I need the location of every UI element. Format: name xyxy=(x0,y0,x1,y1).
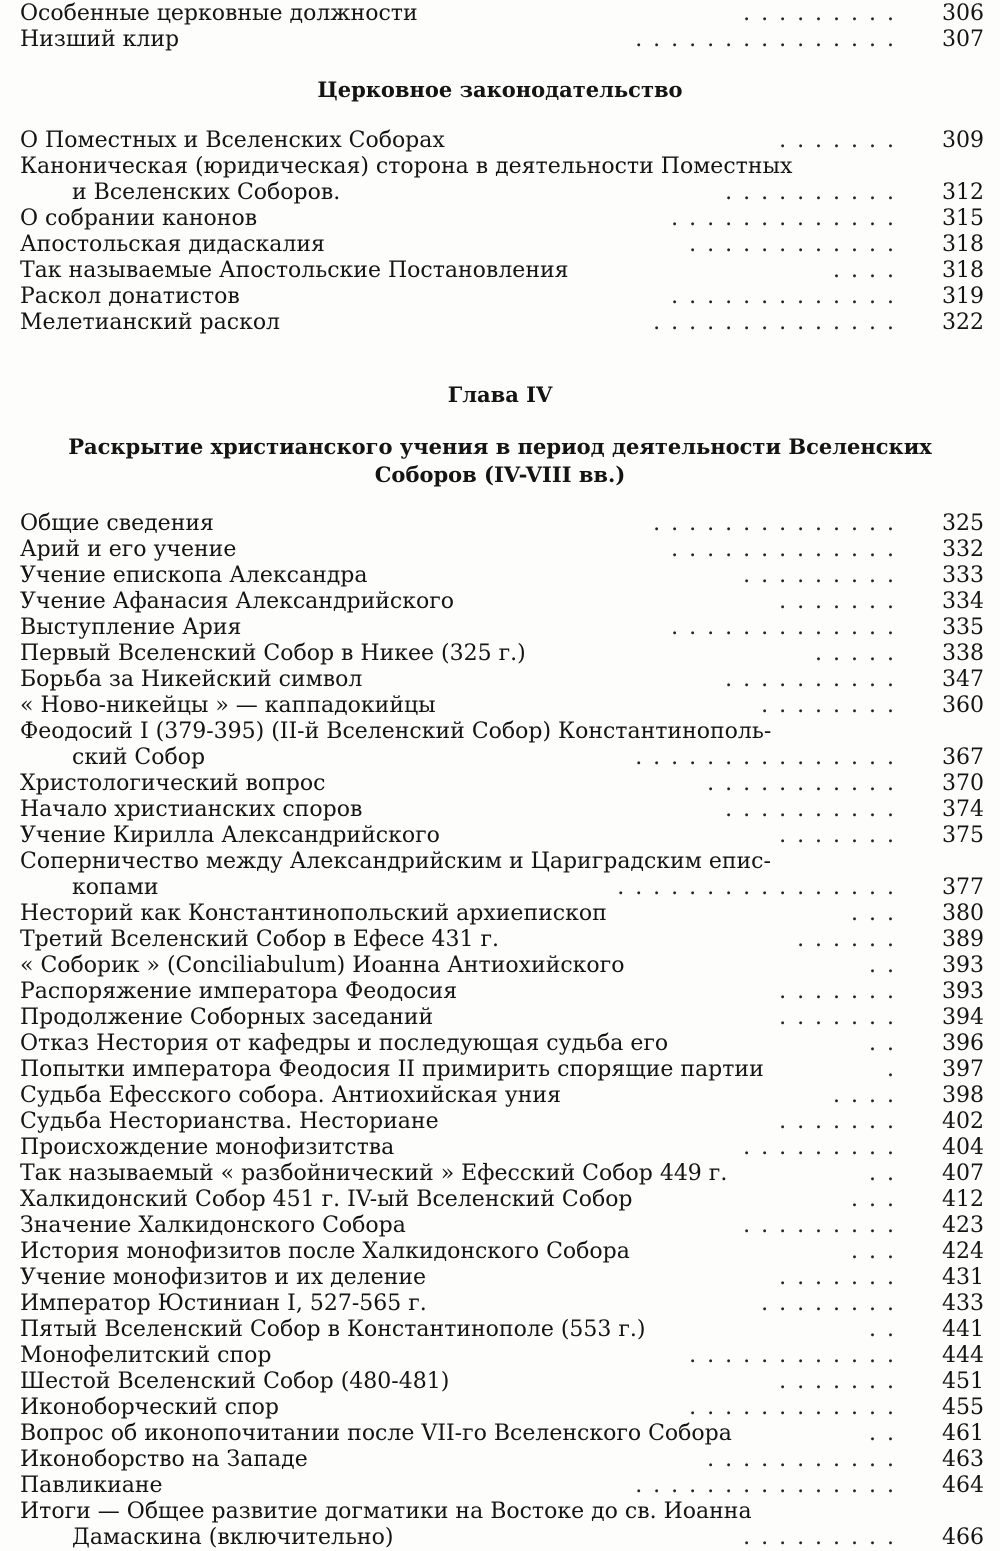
dot-leader: . . . . . . . xyxy=(779,1265,896,1290)
dot-leader: . . . xyxy=(851,901,896,926)
toc-entry-page-number: 319 xyxy=(924,284,984,310)
toc-entry-title: Учение Кирилла Александрийского xyxy=(20,823,440,848)
toc-entry-page-number: 333 xyxy=(924,563,984,589)
toc-entry-page-number: 393 xyxy=(924,953,984,979)
toc-entry xyxy=(0,1109,1000,1135)
toc-entry-page-number: 389 xyxy=(924,927,984,953)
toc-entry xyxy=(0,1395,1000,1421)
toc-entry-title: Судьба Ефесского собора. Антиохийская уния xyxy=(20,1083,561,1108)
toc-list-legislation xyxy=(0,128,1000,336)
toc-entry xyxy=(0,1317,1000,1343)
dot-leader: . xyxy=(887,1057,896,1082)
dot-leader: . . . . . . . xyxy=(779,979,896,1004)
toc-entry-page-number: 347 xyxy=(924,667,984,693)
toc-entry xyxy=(0,1005,1000,1031)
dot-leader: . . . . . . . xyxy=(779,1369,896,1394)
dot-leader: . . . . . . . xyxy=(779,1005,896,1030)
toc-entry-page-number: 431 xyxy=(924,1265,984,1291)
toc-entry-page-number: 466 xyxy=(924,1525,984,1551)
dot-leader: . . . . . . . . . xyxy=(743,563,896,588)
toc-entry-page-number: 444 xyxy=(924,1343,984,1369)
toc-list-top xyxy=(0,1,1000,53)
toc-entry-title: О собрании канонов xyxy=(20,206,258,231)
toc-entry xyxy=(0,1473,1000,1499)
chapter-title xyxy=(0,433,1000,489)
toc-entry-title: Особенные церковные должности xyxy=(20,1,418,26)
toc-entry-page-number: 398 xyxy=(924,1083,984,1109)
toc-entry xyxy=(0,1447,1000,1473)
toc-entry-title: Каноническая (юридическая) сторона в деятельности Поместных xyxy=(20,154,793,179)
toc-entry-title: Учение Афанасия Александрийского xyxy=(20,589,454,614)
toc-entry-title-continued: Дамаскина (включительно) xyxy=(72,1525,394,1550)
toc-entry-title: « Соборик » (Conciliabulum) Иоанна Антиохийского xyxy=(20,953,625,978)
toc-entry-title: Происхождение монофизитства xyxy=(20,1135,395,1160)
dot-leader: . . . . . . . . . . . . . xyxy=(671,206,896,231)
toc-entry-title: Общие сведения xyxy=(20,511,214,536)
toc-entry-title: Значение Халкидонского Собора xyxy=(20,1213,406,1238)
toc-entry xyxy=(0,849,1000,901)
toc-entry xyxy=(0,693,1000,719)
toc-entry xyxy=(0,154,1000,206)
toc-entry xyxy=(0,589,1000,615)
toc-entry-page-number: 455 xyxy=(924,1395,984,1421)
dot-leader: . . . . . . . . . . . . . . . . xyxy=(617,875,896,900)
toc-entry-page-number: 393 xyxy=(924,979,984,1005)
toc-entry-title: Судьба Несторианства. Несториане xyxy=(20,1109,439,1134)
toc-entry xyxy=(0,823,1000,849)
dot-leader: . . . . . . . . . . . . . . xyxy=(653,511,896,536)
toc-entry-title: Продолжение Соборных заседаний xyxy=(20,1005,434,1030)
toc-entry-title: Соперничество между Александрийским и Цариградским епис- xyxy=(20,849,771,874)
toc-entry-page-number: 380 xyxy=(924,901,984,927)
toc-entry-title: Павликиане xyxy=(20,1473,163,1498)
toc-entry xyxy=(0,797,1000,823)
toc-entry-title: Вопрос об иконопочитании после VII-го Вселенского Собора xyxy=(20,1421,732,1446)
dot-leader: . . . . xyxy=(833,258,896,283)
toc-entry xyxy=(0,615,1000,641)
dot-leader: . . . . . . . . . xyxy=(743,1135,896,1160)
toc-entry-page-number: 394 xyxy=(924,1005,984,1031)
dot-leader: . . xyxy=(869,1031,896,1056)
dot-leader: . . xyxy=(869,1161,896,1186)
dot-leader: . . . . . . xyxy=(797,927,896,952)
dot-leader: . . xyxy=(869,953,896,978)
chapter-label: Глава IV xyxy=(447,382,553,407)
toc-entry-page-number: 318 xyxy=(924,232,984,258)
toc-entry-page-number: 433 xyxy=(924,1291,984,1317)
dot-leader: . . . xyxy=(851,1187,896,1212)
toc-entry-page-number: 335 xyxy=(924,615,984,641)
dot-leader: . . . . . . . . . xyxy=(743,1525,896,1550)
toc-entry xyxy=(0,1265,1000,1291)
toc-entry-title: Апостольская дидаскалия xyxy=(20,232,325,257)
toc-entry-title: История монофизитов после Халкидонского Собора xyxy=(20,1239,630,1264)
toc-entry xyxy=(0,258,1000,284)
toc-entry-page-number: 360 xyxy=(924,693,984,719)
dot-leader: . . . xyxy=(851,1239,896,1264)
toc-entry-page-number: 412 xyxy=(924,1187,984,1213)
dot-leader: . . . . . . . . . . xyxy=(725,797,896,822)
toc-entry-page-number: 322 xyxy=(924,310,984,336)
toc-entry xyxy=(0,511,1000,537)
toc-entry-page-number: 334 xyxy=(924,589,984,615)
toc-entry-title: Христологический вопрос xyxy=(20,771,326,796)
toc-entry-title: Выступление Ария xyxy=(20,615,242,640)
toc-entry-title: Раскол донатистов xyxy=(20,284,240,309)
toc-entry-title: Арий и его учение xyxy=(20,537,237,562)
toc-entry xyxy=(0,1291,1000,1317)
toc-entry xyxy=(0,1135,1000,1161)
dot-leader: . . . . . . . xyxy=(779,823,896,848)
toc-entry xyxy=(0,1031,1000,1057)
toc-entry-page-number: 370 xyxy=(924,771,984,797)
toc-entry-title: Так называемый « разбойнический » Ефесский Собор 449 г. xyxy=(20,1161,728,1186)
toc-entry xyxy=(0,771,1000,797)
dot-leader: . . . . . . . xyxy=(779,589,896,614)
toc-entry-page-number: 309 xyxy=(924,128,984,154)
dot-leader: . . xyxy=(869,1317,896,1342)
toc-entry-page-number: 463 xyxy=(924,1447,984,1473)
toc-entry xyxy=(0,537,1000,563)
toc-entry-title-continued: и Вселенских Соборов. xyxy=(72,180,341,205)
toc-entry-title: Шестой Вселенский Собор (480-481) xyxy=(20,1369,450,1394)
toc-entry-page-number: 332 xyxy=(924,537,984,563)
toc-entry xyxy=(0,27,1000,53)
toc-entry-page-number: 451 xyxy=(924,1369,984,1395)
toc-entry-page-number: 307 xyxy=(924,27,984,53)
dot-leader: . . xyxy=(869,1421,896,1446)
dot-leader: . . . . xyxy=(833,1083,896,1108)
toc-entry-page-number: 375 xyxy=(924,823,984,849)
dot-leader: . . . . . . . . . . . . xyxy=(689,1395,896,1420)
toc-entry xyxy=(0,1083,1000,1109)
toc-entry-title: О Поместных и Вселенских Соборах xyxy=(20,128,445,153)
dot-leader: . . . . . . . . . . . . . xyxy=(671,537,896,562)
dot-leader: . . . . . . . . . . . . . . . xyxy=(635,27,896,52)
toc-entry-page-number: 312 xyxy=(924,180,984,206)
toc-entry-page-number: 464 xyxy=(924,1473,984,1499)
toc-entry xyxy=(0,1057,1000,1083)
toc-entry-page-number: 315 xyxy=(924,206,984,232)
toc-entry-page-number: 325 xyxy=(924,511,984,537)
toc-entry-page-number: 397 xyxy=(924,1057,984,1083)
toc-entry-title: « Ново-никейцы » — каппадокийцы xyxy=(20,693,436,718)
toc-entry xyxy=(0,206,1000,232)
toc-entry xyxy=(0,719,1000,771)
toc-entry-title: Учение епископа Александра xyxy=(20,563,368,588)
toc-entry-title: Иконоборство на Западе xyxy=(20,1447,308,1472)
toc-entry-title: Несторий как Константинопольский архиепископ xyxy=(20,901,607,926)
dot-leader: . . . . . . . . xyxy=(761,1291,896,1316)
toc-entry xyxy=(0,1369,1000,1395)
chapter-title-line-1: Раскрытие христианского учения в период деятельности Вселенских xyxy=(68,434,932,459)
toc-entry xyxy=(0,1187,1000,1213)
toc-entry-page-number: 306 xyxy=(924,1,984,27)
toc-entry-title: Так называемые Апостольские Постановления xyxy=(20,258,569,283)
dot-leader: . . . . . . . . . . . . . xyxy=(671,615,896,640)
toc-entry-title: Распоряжение императора Феодосия xyxy=(20,979,458,1004)
dot-leader: . . . . . . . . . . . . . . xyxy=(653,310,896,335)
chapter-title-line-2: Соборов (IV-VIII вв.) xyxy=(374,462,626,487)
toc-entry-title: Попытки императора Феодосия II примирить спорящие партии xyxy=(20,1057,764,1082)
toc-entry xyxy=(0,1343,1000,1369)
toc-entry xyxy=(0,1161,1000,1187)
toc-entry-title: Низший клир xyxy=(20,27,180,52)
toc-entry-title: Первый Вселенский Собор в Никее (325 г.) xyxy=(20,641,526,666)
toc-entry-title: Учение монофизитов и их деление xyxy=(20,1265,427,1290)
dot-leader: . . . . . . . . . . . . xyxy=(689,232,896,257)
toc-entry xyxy=(0,901,1000,927)
toc-entry-title: Начало христианских споров xyxy=(20,797,363,822)
toc-entry xyxy=(0,1421,1000,1447)
dot-leader: . . . . . xyxy=(815,641,896,666)
dot-leader: . . . . . . . . . . xyxy=(725,667,896,692)
toc-entry xyxy=(0,979,1000,1005)
dot-leader: . . . . . . . . . . . . . xyxy=(671,284,896,309)
toc-entry-page-number: 402 xyxy=(924,1109,984,1135)
toc-entry xyxy=(0,1,1000,27)
toc-entry xyxy=(0,232,1000,258)
toc-entry xyxy=(0,284,1000,310)
toc-entry-title: Император Юстиниан I, 527-565 г. xyxy=(20,1291,427,1316)
toc-entry-title: Борьба за Никейский символ xyxy=(20,667,363,692)
dot-leader: . . . . . . . . . . . . xyxy=(689,1343,896,1368)
toc-entry xyxy=(0,1499,1000,1551)
toc-entry-title: Пятый Вселенский Собор в Константинополе (553 г.) xyxy=(20,1317,646,1342)
toc-entry-page-number: 338 xyxy=(924,641,984,667)
dot-leader: . . . . . . . . . . . xyxy=(707,771,896,796)
toc-entry xyxy=(0,310,1000,336)
toc-entry-title: Феодосий I (379-395) (II-й Вселенский Собор) Константинополь- xyxy=(20,719,772,744)
dot-leader: . . . . . . . . . xyxy=(743,1,896,26)
toc-entry-title: Мелетианский раскол xyxy=(20,310,281,335)
toc-entry xyxy=(0,128,1000,154)
dot-leader: . . . . . . . . . . . xyxy=(707,1447,896,1472)
toc-entry-page-number: 407 xyxy=(924,1161,984,1187)
toc-entry-page-number: 377 xyxy=(924,875,984,901)
toc-entry-page-number: 318 xyxy=(924,258,984,284)
dot-leader: . . . . . . . . . . . . . . . xyxy=(635,745,896,770)
dot-leader: . . . . . . . . . xyxy=(743,1213,896,1238)
dot-leader: . . . . . . . xyxy=(779,1109,896,1134)
toc-entry-title: Третий Вселенский Собор в Ефесе 431 г. xyxy=(20,927,499,952)
dot-leader: . . . . . . . xyxy=(779,128,896,153)
dot-leader: . . . . . . . . xyxy=(761,693,896,718)
toc-entry xyxy=(0,667,1000,693)
toc-entry-page-number: 441 xyxy=(924,1317,984,1343)
toc-entry-title: Иконоборческий спор xyxy=(20,1395,279,1420)
toc-list-chapter xyxy=(0,511,1000,1551)
toc-entry-page-number: 423 xyxy=(924,1213,984,1239)
toc-entry-title: Отказ Нестория от кафедры и последующая судьба его xyxy=(20,1031,669,1056)
toc-entry xyxy=(0,641,1000,667)
toc-entry-title: Монофелитский спор xyxy=(20,1343,272,1368)
toc-entry-page-number: 396 xyxy=(924,1031,984,1057)
toc-entry xyxy=(0,953,1000,979)
toc-entry-title-continued: ский Собор xyxy=(72,745,206,770)
toc-entry xyxy=(0,1213,1000,1239)
section-heading: Церковное законодательство xyxy=(317,77,683,102)
toc-entry-page-number: 374 xyxy=(924,797,984,823)
toc-entry-page-number: 367 xyxy=(924,745,984,771)
toc-entry xyxy=(0,1239,1000,1265)
toc-entry-title: Итоги — Общее развитие догматики на Востоке до св. Иоанна xyxy=(20,1499,752,1524)
toc-entry-title: Халкидонский Собор 451 г. IV-ый Вселенский Собор xyxy=(20,1187,633,1212)
dot-leader: . . . . . . . . . . . . . . . xyxy=(635,1473,896,1498)
toc-entry xyxy=(0,563,1000,589)
toc-entry-page-number: 424 xyxy=(924,1239,984,1265)
toc-entry-page-number: 461 xyxy=(924,1421,984,1447)
toc-entry xyxy=(0,927,1000,953)
toc-entry-title-continued: копами xyxy=(72,875,159,900)
toc-entry-page-number: 404 xyxy=(924,1135,984,1161)
dot-leader: . . . . . . . . . . xyxy=(725,180,896,205)
